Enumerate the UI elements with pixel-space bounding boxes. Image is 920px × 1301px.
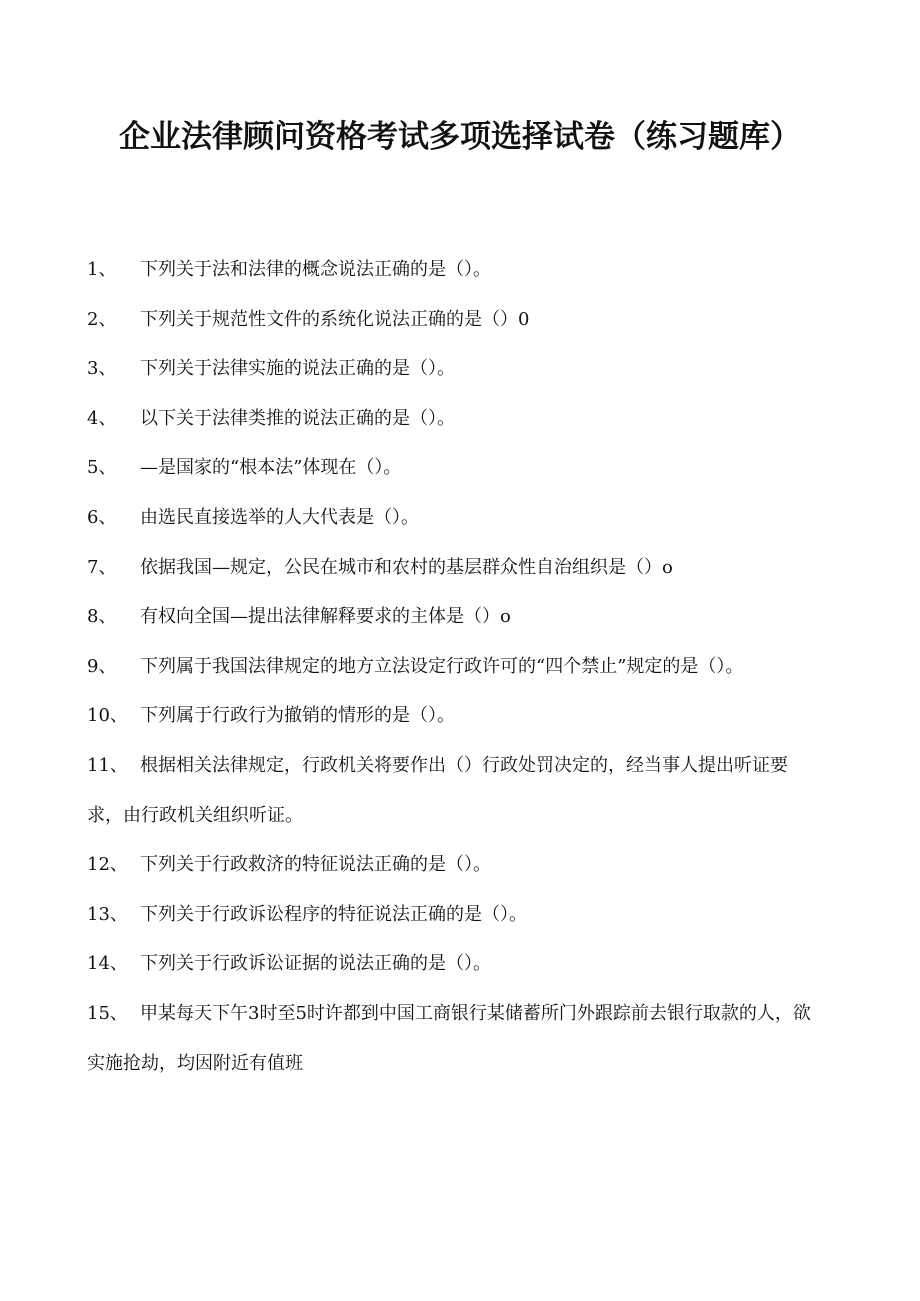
question-number: 14、	[87, 953, 128, 975]
question-text: 下列关于法和法律的概念说法正确的是（）。	[140, 259, 491, 280]
question-item	[87, 989, 817, 1088]
question-item	[87, 642, 817, 692]
question-item	[87, 295, 817, 345]
question-number: 1、	[87, 259, 117, 280]
question-number: 12、	[87, 854, 128, 876]
question-item	[87, 592, 817, 642]
question-text: 以下关于法律类推的说法正确的是（）。	[140, 407, 455, 429]
question-item	[87, 245, 817, 295]
question-item	[87, 741, 817, 840]
question-number: 5、	[87, 457, 117, 479]
question-text: 下列关于法律实施的说法正确的是（）。	[140, 358, 455, 380]
question-item	[87, 939, 817, 989]
question-item	[87, 890, 817, 940]
question-text: 下列属于我国法律规定的地方立法设定行政许可的“四个禁止”规定的是（）。	[140, 655, 744, 677]
question-text: 有权向全国—提出法律解释要求的主体是（）o	[140, 606, 511, 628]
document-title: 企业法律顾问资格考试多项选择试卷（练习题库）	[119, 119, 801, 155]
question-text: 甲某每天下午3时至5时许都到中国工商银行某储蓄所门外跟踪前去银行取款的人，欲实施抢劫，均因附近有值班	[87, 1002, 811, 1074]
question-number: 7、	[87, 556, 117, 578]
question-number: 8、	[87, 606, 117, 628]
question-text: 由选民直接选举的人大代表是（）。	[140, 506, 419, 528]
question-text: 根据相关法律规定，行政机关将要作出（）行政处罚决定的，经当事人提出听证要求，由行政机关组织听证。	[87, 754, 788, 826]
question-number: 15、	[87, 1002, 128, 1024]
question-text: 下列关于规范性文件的系统化说法正确的是（）0	[140, 308, 530, 330]
question-item	[87, 443, 817, 493]
question-item	[87, 840, 817, 890]
question-item	[87, 344, 817, 394]
question-number: 6、	[87, 506, 117, 528]
question-number: 3、	[87, 358, 117, 380]
question-number: 10、	[87, 705, 128, 727]
question-item	[87, 394, 817, 444]
question-text: 下列关于行政诉讼程序的特征说法正确的是（）。	[140, 903, 527, 925]
question-item	[87, 543, 817, 593]
question-number: 11、	[87, 754, 128, 776]
question-text: 依据我国—规定，公民在城市和农村的基层群众性自治组织是（）o	[140, 556, 673, 578]
question-item	[87, 493, 817, 543]
question-number: 9、	[87, 655, 117, 677]
question-text: 下列属于行政行为撤销的情形的是（）。	[140, 705, 455, 727]
question-text: 下列关于行政诉讼证据的说法正确的是（）。	[140, 953, 491, 975]
question-number: 2、	[87, 308, 117, 330]
question-text: —是国家的“根本法”体现在（）。	[140, 457, 402, 479]
question-list	[87, 245, 817, 1088]
question-text: 下列关于行政救济的特征说法正确的是（）。	[140, 854, 491, 876]
question-number: 13、	[87, 903, 128, 925]
question-number: 4、	[87, 407, 117, 429]
question-item	[87, 691, 817, 741]
